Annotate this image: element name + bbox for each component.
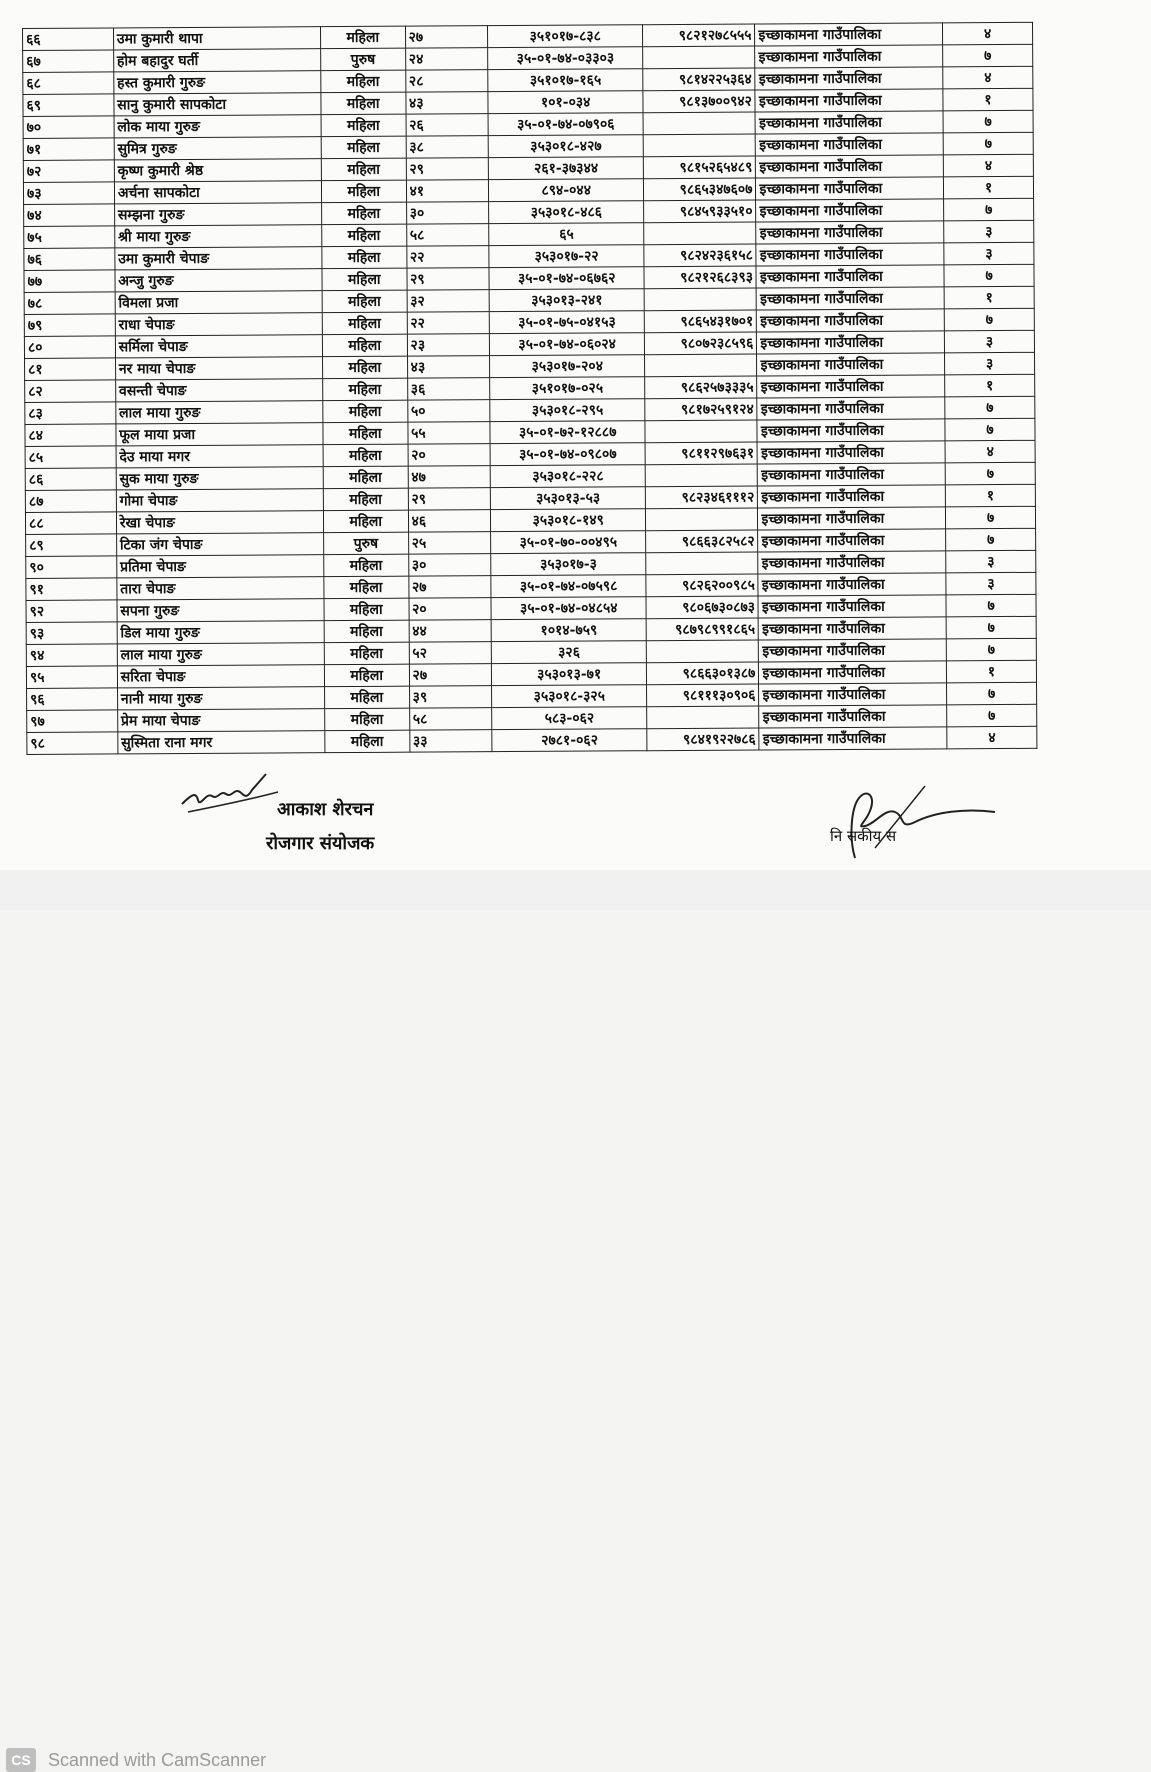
age-cell: २५ xyxy=(408,532,491,555)
municipality-cell: इच्छाकामना गाउँपालिका xyxy=(755,45,943,68)
serial-number-cell: ६७ xyxy=(23,50,114,73)
municipality-cell: इच्छाकामना गाउँपालिका xyxy=(759,661,947,684)
citizenship-number-cell: ३५-०१-७४-०६०२४ xyxy=(490,333,645,356)
citizenship-number-cell: ३५-०१-७४-०७९०६ xyxy=(488,113,643,136)
serial-number-cell: ८२ xyxy=(25,380,116,403)
municipality-cell: इच्छाकामना गाउँपालिका xyxy=(758,551,946,574)
phone-cell: ९८१४२२५३६४ xyxy=(643,68,755,91)
citizenship-number-cell: ५८३-०६२ xyxy=(492,707,647,730)
age-cell: ५० xyxy=(407,400,490,423)
name-cell: विमला प्रजा xyxy=(115,291,322,314)
citizenship-number-cell: ३५१०१७-८३८ xyxy=(488,25,643,48)
name-cell: होम बहादुर घर्ती xyxy=(113,49,320,72)
name-cell: श्री माया गुरुङ xyxy=(115,225,322,248)
phone-cell: ९८६५३४७६०७ xyxy=(644,178,756,201)
ward-cell: ३ xyxy=(946,572,1036,595)
citizenship-number-cell: ३५३०१८-४२७ xyxy=(488,135,643,158)
phone-cell: ९८२६२००९८५ xyxy=(646,574,758,597)
age-cell: ३० xyxy=(408,554,491,577)
gender-cell: महिला xyxy=(324,686,409,709)
age-cell: ३० xyxy=(406,202,489,225)
name-cell: टिका जंग चेपाङ xyxy=(116,533,323,556)
municipality-cell: इच्छाकामना गाउँपालिका xyxy=(758,573,946,596)
ward-cell: ७ xyxy=(946,594,1036,617)
ward-cell: ४ xyxy=(943,66,1033,89)
serial-number-cell: ९४ xyxy=(26,644,117,667)
name-cell: फूल माया प्रजा xyxy=(116,423,323,446)
name-cell: कृष्ण कुमारी श्रेष्ठ xyxy=(114,159,321,182)
age-cell: २९ xyxy=(407,268,490,291)
age-cell: ४३ xyxy=(405,92,488,115)
serial-number-cell: ७० xyxy=(23,116,114,139)
ward-cell: ७ xyxy=(944,198,1034,221)
municipality-cell: इच्छाकामना गाउँपालिका xyxy=(756,243,944,266)
serial-number-cell: ८९ xyxy=(26,534,117,557)
gender-cell: महिला xyxy=(325,730,410,753)
age-cell: ३९ xyxy=(409,686,492,709)
serial-number-cell: ७४ xyxy=(24,204,115,227)
municipality-cell: इच्छाकामना गाउँपालिका xyxy=(756,133,944,156)
citizenship-number-cell: ८९४-०४४ xyxy=(489,179,644,202)
citizenship-number-cell: ३५-०१-७५-०४१५३ xyxy=(489,311,644,334)
citizenship-number-cell: ३५-०१-७४-०७५९८ xyxy=(491,575,646,598)
ward-cell: ७ xyxy=(947,682,1037,705)
age-cell: ५८ xyxy=(406,224,489,247)
phone-cell: ९८२४२३६१५८ xyxy=(644,244,756,267)
municipality-cell: इच्छाकामना गाउँपालिका xyxy=(758,595,946,618)
name-cell: सानु कुमारी सापकोटा xyxy=(114,93,321,116)
ward-cell: १ xyxy=(944,286,1034,309)
serial-number-cell: ९३ xyxy=(26,622,117,645)
age-cell: २६ xyxy=(406,114,489,137)
municipality-cell: इच्छाकामना गाउँपालिका xyxy=(756,155,944,178)
ward-cell: ७ xyxy=(943,110,1033,133)
gender-cell: महिला xyxy=(323,444,408,467)
name-cell: प्रतिमा चेपाङ xyxy=(117,555,324,578)
municipality-cell: इच्छाकामना गाउँपालिका xyxy=(758,507,946,530)
gender-cell: महिला xyxy=(323,466,408,489)
citizenship-number-cell: ३५-०१-७०-००४९५ xyxy=(491,531,646,554)
ward-cell: ३ xyxy=(946,550,1036,573)
municipality-cell: इच्छाकामना गाउँपालिका xyxy=(755,67,943,90)
serial-number-cell: ७९ xyxy=(24,314,115,337)
gender-cell: महिला xyxy=(324,642,409,665)
gender-cell: महिला xyxy=(322,268,407,291)
serial-number-cell: ८७ xyxy=(25,490,116,513)
serial-number-cell: ९१ xyxy=(26,578,117,601)
name-cell: नर माया चेपाङ xyxy=(115,357,322,380)
phone-cell xyxy=(647,640,759,663)
citizenship-number-cell: ३२६ xyxy=(491,641,646,664)
gender-cell: महिला xyxy=(324,598,409,621)
serial-number-cell: ८४ xyxy=(25,424,116,447)
scanned-page xyxy=(0,0,1151,870)
gender-cell: महिला xyxy=(322,312,407,335)
officer-designation: नि सकीय स xyxy=(830,827,897,845)
name-cell: सर्मिला चेपाङ xyxy=(115,335,322,358)
scanner-footer xyxy=(0,870,1151,1770)
ward-cell: ४ xyxy=(943,22,1033,45)
citizenship-number-cell: ३५३०१३-७१ xyxy=(492,663,647,686)
serial-number-cell: ८५ xyxy=(25,446,116,469)
municipality-cell: इच्छाकामना गाउँपालिका xyxy=(755,89,943,112)
serial-number-cell: ८० xyxy=(24,336,115,359)
citizenship-number-cell: ३५३०१७-३ xyxy=(491,553,646,576)
phone-cell: ९८२१२६८३९३ xyxy=(644,266,756,289)
beneficiary-table xyxy=(22,22,1037,755)
citizenship-number-cell: ३५-०१-७२-१२८८७ xyxy=(490,421,645,444)
gender-cell: महिला xyxy=(321,114,406,137)
ward-cell: ४ xyxy=(945,440,1035,463)
phone-cell xyxy=(646,508,758,531)
serial-number-cell: ७६ xyxy=(24,248,115,271)
citizenship-number-cell: ३५३०१७-२०४ xyxy=(490,355,645,378)
phone-cell: ९८०७२३८५९६ xyxy=(645,332,757,355)
name-cell: सुमित्र गुरुङ xyxy=(114,137,321,160)
gender-cell: महिला xyxy=(323,400,408,423)
citizenship-number-cell: ३५३०१८-२२८ xyxy=(490,465,645,488)
serial-number-cell: ८१ xyxy=(25,358,116,381)
ward-cell: ७ xyxy=(945,418,1035,441)
name-cell: रेखा चेपाङ xyxy=(116,511,323,534)
name-cell: लाल माया गुरुङ xyxy=(116,401,323,424)
municipality-cell: इच्छाकामना गाउँपालिका xyxy=(758,485,946,508)
phone-cell xyxy=(646,552,758,575)
name-cell: हस्त कुमारी गुरुङ xyxy=(114,71,321,94)
ward-cell: ४ xyxy=(943,154,1033,177)
serial-number-cell: ७२ xyxy=(23,160,114,183)
citizenship-number-cell: १०१-०३४ xyxy=(488,91,643,114)
phone-cell: ९८७९८९९१८६५ xyxy=(646,618,758,641)
gender-cell: महिला xyxy=(321,180,406,203)
citizenship-number-cell: ३५३०१८-३२५ xyxy=(492,685,647,708)
name-cell: अन्जु गुरुङ xyxy=(115,269,322,292)
serial-number-cell: ६६ xyxy=(23,28,114,51)
serial-number-cell: ८३ xyxy=(25,402,116,425)
citizenship-number-cell: ३५१०१७-१६५ xyxy=(488,69,643,92)
ward-cell: ७ xyxy=(946,528,1036,551)
gender-cell: महिला xyxy=(320,26,405,49)
age-cell: २९ xyxy=(408,488,491,511)
age-cell: २३ xyxy=(407,334,490,357)
municipality-cell: इच्छाकामना गाउँपालिका xyxy=(759,683,947,706)
phone-cell: ९८१७२५९१२४ xyxy=(645,398,757,421)
ward-cell: १ xyxy=(947,660,1037,683)
municipality-cell: इच्छाकामना गाउँपालिका xyxy=(757,331,945,354)
citizenship-number-cell: ३५-०१-७४-०९८०७ xyxy=(490,443,645,466)
serial-number-cell: ९५ xyxy=(26,666,117,689)
gender-cell: महिला xyxy=(322,356,407,379)
ward-cell: ७ xyxy=(946,638,1036,661)
age-cell: ४७ xyxy=(408,466,491,489)
age-cell: २८ xyxy=(405,70,488,93)
name-cell: सपना गुरुङ xyxy=(117,599,324,622)
gender-cell: महिला xyxy=(321,70,406,93)
ward-cell: ७ xyxy=(946,616,1036,639)
name-cell: राधा चेपाङ xyxy=(115,313,322,336)
phone-cell xyxy=(643,112,755,135)
name-cell: तारा चेपाङ xyxy=(117,577,324,600)
gender-cell: महिला xyxy=(323,422,408,445)
gender-cell: महिला xyxy=(324,554,409,577)
name-cell: देउ माया मगर xyxy=(116,445,323,468)
municipality-cell: इच्छाकामना गाउँपालिका xyxy=(758,529,946,552)
serial-number-cell: ८६ xyxy=(25,468,116,491)
serial-number-cell: ९२ xyxy=(26,600,117,623)
ward-cell: ३ xyxy=(944,242,1034,265)
name-cell: उमा कुमारी थापा xyxy=(113,27,320,50)
age-cell: २२ xyxy=(407,312,490,335)
phone-cell xyxy=(645,464,757,487)
serial-number-cell: ७८ xyxy=(24,292,115,315)
municipality-cell: इच्छाकामना गाउँपालिका xyxy=(759,639,947,662)
name-cell: सम्झना गुरुङ xyxy=(114,203,321,226)
serial-number-cell: ९० xyxy=(26,556,117,579)
gender-cell: महिला xyxy=(322,334,407,357)
gender-cell: महिला xyxy=(322,246,407,269)
gender-cell: महिला xyxy=(322,290,407,313)
serial-number-cell: ९८ xyxy=(27,732,118,755)
serial-number-cell: ७५ xyxy=(24,226,115,249)
municipality-cell: इच्छाकामना गाउँपालिका xyxy=(756,265,944,288)
serial-number-cell: ९६ xyxy=(27,688,118,711)
age-cell: ४३ xyxy=(407,356,490,379)
name-cell: गोमा चेपाङ xyxy=(116,489,323,512)
officer-signature xyxy=(815,778,1015,868)
age-cell: ३३ xyxy=(409,730,492,753)
municipality-cell: इच्छाकामना गाउँपालिका xyxy=(755,23,943,46)
municipality-cell: इच्छाकामना गाउँपालिका xyxy=(757,309,945,332)
ward-cell: ४ xyxy=(947,726,1037,749)
phone-cell: ९८२३४६१११२ xyxy=(646,486,758,509)
camscanner-logo: CS xyxy=(6,1748,36,1772)
ward-cell: १ xyxy=(943,88,1033,111)
municipality-cell: इच्छाकामना गाउँपालिका xyxy=(757,353,945,376)
phone-cell: ९८१५२६५४८९ xyxy=(644,156,756,179)
gender-cell: पुरुष xyxy=(323,532,408,555)
age-cell: ५८ xyxy=(409,708,492,731)
phone-cell: ९८६६३८२५८२ xyxy=(646,530,758,553)
phone-cell: ९८१३७००९४२ xyxy=(643,90,755,113)
ward-cell: ३ xyxy=(945,352,1035,375)
citizenship-number-cell: ३५३०१८-४८६ xyxy=(489,201,644,224)
age-cell: ३८ xyxy=(406,136,489,159)
gender-cell: पुरुष xyxy=(321,48,406,71)
municipality-cell: इच्छाकामना गाउँपालिका xyxy=(757,375,945,398)
age-cell: २२ xyxy=(406,246,489,269)
citizenship-number-cell: ३५३०१८-१४९ xyxy=(491,509,646,532)
ward-cell: ७ xyxy=(945,396,1035,419)
citizenship-number-cell: ३५१०१७-०२५ xyxy=(490,377,645,400)
name-cell: वसन्ती चेपाङ xyxy=(115,379,322,402)
ward-cell: १ xyxy=(944,176,1034,199)
citizenship-number-cell: १०१४-७५९ xyxy=(491,619,646,642)
phone-cell xyxy=(644,288,756,311)
ward-cell: ७ xyxy=(943,132,1033,155)
serial-number-cell: ७७ xyxy=(24,270,115,293)
municipality-cell: इच्छाकामना गाउँपालिका xyxy=(757,287,945,310)
age-cell: ३२ xyxy=(407,290,490,313)
phone-cell: ९८११२९७६३१ xyxy=(645,442,757,465)
age-cell: २० xyxy=(409,598,492,621)
municipality-cell: इच्छाकामना गाउँपालिका xyxy=(756,221,944,244)
gender-cell: महिला xyxy=(325,708,410,731)
phone-cell: ९८२१२७८५५५ xyxy=(643,24,755,47)
citizenship-number-cell: ३५-०१-७४-०६७६२ xyxy=(489,267,644,290)
municipality-cell: इच्छाकामना गाउँपालिका xyxy=(759,617,947,640)
gender-cell: महिला xyxy=(324,664,409,687)
citizenship-number-cell: ३५३०१७-२२ xyxy=(489,245,644,268)
ward-cell: ७ xyxy=(944,308,1034,331)
gender-cell: महिला xyxy=(324,576,409,599)
age-cell: ४६ xyxy=(408,510,491,533)
gender-cell: महिला xyxy=(321,136,406,159)
age-cell: २९ xyxy=(406,158,489,181)
municipality-cell: इच्छाकामना गाउँपालिका xyxy=(756,177,944,200)
citizenship-number-cell: ३५-०१-७४-०४८५४ xyxy=(491,597,646,620)
age-cell: २७ xyxy=(405,26,488,49)
name-cell: लाल माया गुरुङ xyxy=(117,643,324,666)
phone-cell xyxy=(644,222,756,245)
gender-cell: महिला xyxy=(321,158,406,181)
municipality-cell: इच्छाकामना गाउँपालिका xyxy=(755,111,943,134)
age-cell: ४१ xyxy=(406,180,489,203)
ward-cell: १ xyxy=(945,484,1035,507)
municipality-cell: इच्छाकामना गाउँपालिका xyxy=(757,419,945,442)
municipality-cell: इच्छाकामना गाउँपालिका xyxy=(759,705,947,728)
name-cell: सुक माया गुरुङ xyxy=(116,467,323,490)
ward-cell: ७ xyxy=(944,264,1034,287)
name-cell: प्रेम माया चेपाङ xyxy=(117,709,324,732)
name-cell: अर्चना सापकोटा xyxy=(114,181,321,204)
phone-cell xyxy=(643,46,755,69)
table-body xyxy=(23,22,1037,754)
ward-cell: ३ xyxy=(945,330,1035,353)
citizenship-number-cell: ३५३०१८-२९५ xyxy=(490,399,645,422)
municipality-cell: इच्छाकामना गाउँपालिका xyxy=(758,463,946,486)
citizenship-number-cell: २६१-३७३४४ xyxy=(488,157,643,180)
age-cell: ५५ xyxy=(407,422,490,445)
ward-cell: ३ xyxy=(944,220,1034,243)
name-cell: नानी माया गुरुङ xyxy=(117,687,324,710)
citizenship-number-cell: ३५-०१-७४-०३३०३ xyxy=(488,47,643,70)
name-cell: डिल माया गुरुङ xyxy=(117,621,324,644)
serial-number-cell: ६९ xyxy=(23,94,114,117)
gender-cell: महिला xyxy=(321,92,406,115)
age-cell: ५२ xyxy=(409,642,492,665)
serial-number-cell: ८८ xyxy=(25,512,116,535)
ward-cell: ७ xyxy=(943,44,1033,67)
signatory-title: रोजगार संयोजक xyxy=(266,833,375,854)
name-cell: सरिता चेपाङ xyxy=(117,665,324,688)
phone-cell: ९८१११३०९०६ xyxy=(647,684,759,707)
phone-cell: ९८४५९३३५१० xyxy=(644,200,756,223)
phone-cell xyxy=(645,354,757,377)
serial-number-cell: ७३ xyxy=(23,182,114,205)
name-cell: लोक माया गुरुङ xyxy=(114,115,321,138)
municipality-cell: इच्छाकामना गाउँपालिका xyxy=(759,727,947,750)
gender-cell: महिला xyxy=(323,488,408,511)
ward-cell: ७ xyxy=(945,462,1035,485)
serial-number-cell: ७१ xyxy=(23,138,114,161)
phone-cell xyxy=(647,706,759,729)
gender-cell: महिला xyxy=(324,620,409,643)
age-cell: ४४ xyxy=(409,620,492,643)
phone-cell: ९८४१९२२७८६ xyxy=(647,728,759,751)
municipality-cell: इच्छाकामना गाउँपालिका xyxy=(756,199,944,222)
gender-cell: महिला xyxy=(323,510,408,533)
phone-cell: ९८६६३०१३८७ xyxy=(647,662,759,685)
phone-cell: ९८०६७३०८७३ xyxy=(646,596,758,619)
signatory-name: आकाश शेरचन xyxy=(277,799,374,820)
ward-cell: १ xyxy=(945,374,1035,397)
serial-number-cell: ९७ xyxy=(27,710,118,733)
municipality-cell: इच्छाकामना गाउँपालिका xyxy=(757,397,945,420)
age-cell: २४ xyxy=(405,48,488,71)
age-cell: २७ xyxy=(408,576,491,599)
ward-cell: ७ xyxy=(947,704,1037,727)
municipality-cell: इच्छाकामना गाउँपालिका xyxy=(758,441,946,464)
name-cell: उमा कुमारी चेपाङ xyxy=(115,247,322,270)
age-cell: २० xyxy=(408,444,491,467)
name-cell: सुस्मिता राना मगर xyxy=(118,731,325,754)
age-cell: २७ xyxy=(409,664,492,687)
serial-number-cell: ६८ xyxy=(23,72,114,95)
citizenship-number-cell: ३५३०१३-२४१ xyxy=(489,289,644,312)
gender-cell: महिला xyxy=(321,202,406,225)
citizenship-number-cell: ३५३०१३-५३ xyxy=(491,487,646,510)
citizenship-number-cell: ६५ xyxy=(489,223,644,246)
age-cell: ३६ xyxy=(407,378,490,401)
phone-cell: ९८६५४३१७०१ xyxy=(644,310,756,333)
gender-cell: महिला xyxy=(322,224,407,247)
camscanner-watermark: Scanned with CamScanner xyxy=(48,1750,267,1770)
phone-cell: ९८६२५७३३३५ xyxy=(645,376,757,399)
phone-cell xyxy=(645,420,757,443)
ward-cell: ७ xyxy=(946,506,1036,529)
gender-cell: महिला xyxy=(323,378,408,401)
citizenship-number-cell: २७८१-०६२ xyxy=(492,729,647,752)
phone-cell xyxy=(643,134,755,157)
